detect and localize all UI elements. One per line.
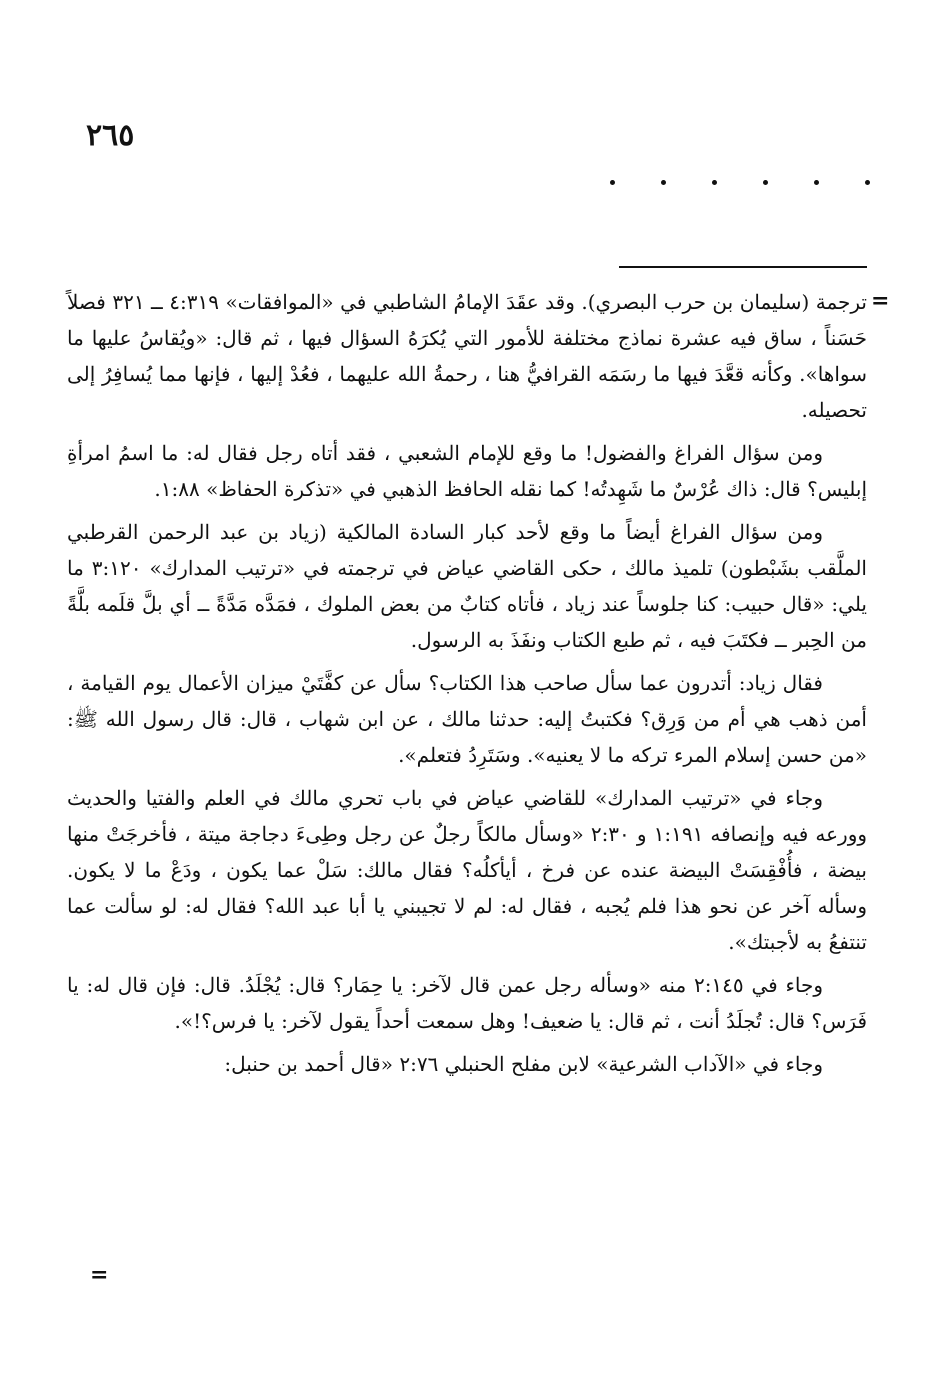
dot xyxy=(712,180,717,185)
paragraph-7: وجاء في «الآداب الشرعية» لابن مفلح الحنبلي ٢:٧٦ «قال أحمد بن حنبل: xyxy=(224,1052,823,1076)
paragraph-1: ترجمة (سليمان بن حرب البصري). وقد عقَدَ الإمامُ الشاطبي في «الموافقات» ٤:٣١٩ ــ ٣٢١ فصلاً حَسَناً ، ساق فيه عشرة نماذج مختلفة للأمور التي يُكرَهُ السؤال فيها ، ثم قال: «ويُقاسُ عليها ما سواها». وكأنه قعَّدَ فيها ما رسَمَه القرافيُّ هنا ، رحمةُ الله عليهما ، فعُدْ إليها ، فإنها مما يُسافِرُ إلى تحصيله. xyxy=(67,290,868,422)
dot xyxy=(661,180,666,185)
paragraph-6: وجاء في ٢:١٤٥ منه «وسأله رجل عمن قال لآخر: يا حِمَار؟ قال: يُجْلَدُ. قال: فإن قال له: يا فَرَس؟ قال: تُجلَدُ أنت ، ثم قال: يا ضعيف! وهل سمعت أحداً يقول لآخر: يا فرس؟!». xyxy=(67,973,867,1033)
dot xyxy=(865,180,870,185)
paragraph-5: وجاء في «ترتيب المدارك» للقاضي عياض في باب تحري مالك في العلم والفتيا والحديث وورعه فيه وإنصافه ١:١٩١ و ٢:٣٠ «وسأل مالكاً رجلٌ عن رجل وطِىءَ دجاجة ميتة ، فأخرجَتْ منها بيضة ، فأُفْقِسَتْ البيضة عنده عن فرخ ، أيأكلُه؟ فقال مالك: سَلْ عما يكون ، ودَعْ ما لا يكون. وسأله آخر عن نحو هذا فلم يُجبه ، فقال له: لم لا تجيبني يا أبا عبد الله؟ فقال له: لو سألت عما تنتفعُ به لأجبتك». xyxy=(67,786,868,954)
dot xyxy=(814,180,819,185)
footnote-body xyxy=(67,284,867,1089)
page-number: ٢٦٥ xyxy=(86,118,135,153)
dot xyxy=(610,180,615,185)
paragraph-2: ومن سؤال الفراغ والفضول! ما وقع للإمام الشعبي ، فقد أتاه رجل فقال له: ما اسمُ امرأةِ إبليس؟ قال: ذاك عُرْسٌ ما شَهِدتُه! كما نقله الحافظ الذهبي في «تذكرة الحفاظ» ١:٨٨. xyxy=(67,441,867,501)
dot xyxy=(763,180,768,185)
footnote-rule xyxy=(619,266,867,268)
paragraph-4: فقال زياد: أتدرون عما سأل صاحب هذا الكتاب؟ سأل عن كفَّتَيْ ميزان الأعمال يوم القيامة ، أمن ذهب هي أم من وَرِق؟ فكتبتُ إليه: حدثنا مالك ، عن ابن شهاب ، قال: قال رسول الله ﷺ: «من حسن إسلام المرء تركه ما لا يعنيه». وسَتَرِدُ فتعلم». xyxy=(67,671,867,767)
paragraph-3: ومن سؤال الفراغ أيضاً ما وقع لأحد كبار السادة المالكية (زياد بن عبد الرحمن القرطبي الملَّقب بشَبْطون) تلميذ مالك ، حكى القاضي عياض في ترجمته في «ترتيب المدارك» ٣:١٢٠ ما يلي: «قال حبيب: كنا جلوساً عند زياد ، فأتاه كتابٌ من بعض الملوك ، فمَدَّه مَدَّةً ــ أي بلَّ قلَمه بلَّةً من الحِبر ــ فكتَبَ فيه ، ثم طبع الكتاب ونفَذَ به الرسول. xyxy=(67,520,867,652)
continuation-mark-bottom: = xyxy=(90,1262,109,1288)
continuation-mark-top: = xyxy=(871,288,890,314)
ellipsis-dots xyxy=(610,180,870,185)
